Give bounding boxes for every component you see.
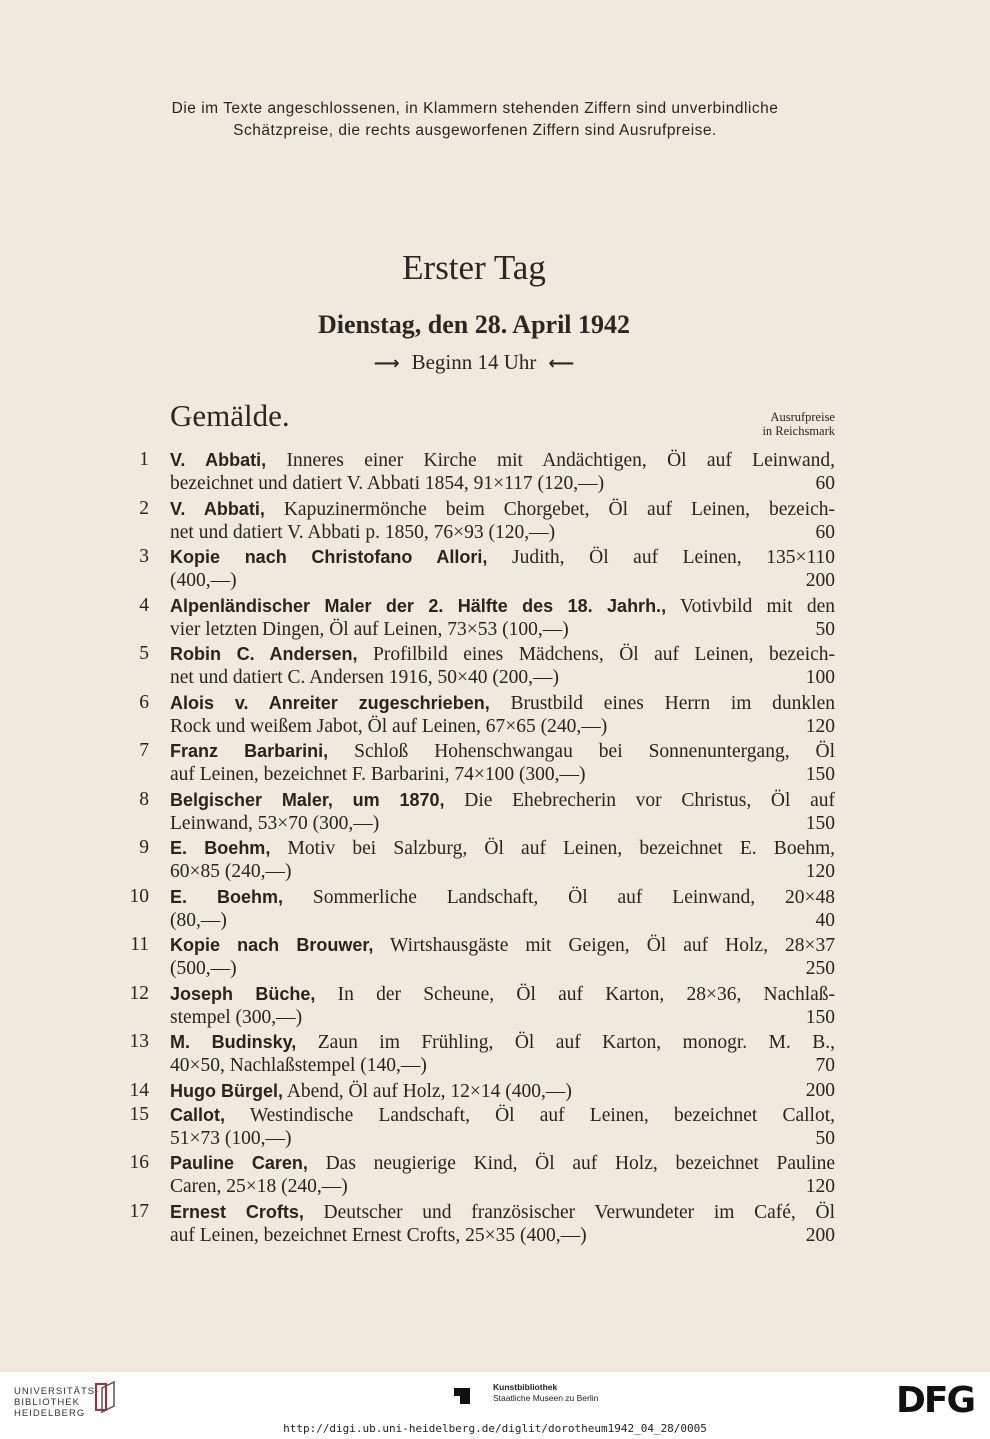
lot-entry bbox=[0, 982, 990, 1031]
lot-entry bbox=[0, 594, 990, 643]
lot-number: 16 bbox=[129, 1152, 149, 1173]
lot-price: 120 bbox=[805, 861, 835, 882]
lot-text-line2: (400,—) bbox=[170, 570, 237, 591]
lot-number: 5 bbox=[139, 643, 149, 664]
price-header-line1: Ausrufpreise bbox=[770, 410, 835, 424]
lot-price: 120 bbox=[805, 715, 835, 737]
lot-entry bbox=[0, 1200, 990, 1249]
lot-description bbox=[170, 545, 835, 593]
lot-number: 15 bbox=[129, 1103, 149, 1125]
footer bbox=[0, 1372, 990, 1439]
lot-text-line1: Zaun im Frühling, Öl auf Karton, monogr. M. B., bbox=[317, 1032, 835, 1053]
lot-list bbox=[0, 448, 990, 1248]
price-header-line2: in Reichsmark bbox=[762, 424, 835, 438]
lot-description bbox=[170, 933, 835, 981]
start-time-label: Beginn 14 Uhr bbox=[411, 350, 537, 374]
lot-price: 150 bbox=[805, 1006, 835, 1028]
dfg-logo: DFG bbox=[895, 1380, 974, 1421]
lot-entry bbox=[0, 545, 990, 594]
lot-text-line2: Caren, 25×18 (240,—) bbox=[170, 1176, 348, 1197]
lot-text-line1: Sommerliche Landschaft, Öl auf Leinwand, 20×48 bbox=[312, 886, 835, 908]
uni-line3: HEIDELBERG bbox=[14, 1408, 86, 1419]
lot-artist: Pauline Caren, bbox=[170, 1153, 308, 1173]
lot-line1 bbox=[170, 691, 835, 715]
lot-line1 bbox=[170, 545, 835, 569]
lot-number: 7 bbox=[139, 740, 149, 761]
lot-artist: Kopie nach Christofano Allori, bbox=[170, 547, 488, 567]
lot-text-line1: Westindische Landschaft, Öl auf Leinen, bezeichnet Callot, bbox=[249, 1104, 835, 1126]
lot-artist: Franz Barbarini, bbox=[170, 741, 329, 761]
lot-text-line2: stempel (300,—) bbox=[170, 1006, 303, 1028]
uni-line2: BIBLIOTHEK bbox=[14, 1397, 80, 1408]
lot-description bbox=[170, 1079, 835, 1103]
lot-text-line1: Profilbild eines Mädchens, Öl auf Leinen, bezeich- bbox=[372, 644, 835, 665]
lot-artist: V. Abbati, bbox=[170, 450, 267, 470]
lot-artist: Robin C. Andersen, bbox=[170, 644, 358, 664]
lot-number: 2 bbox=[139, 497, 149, 519]
ub-heidelberg-logo-icon bbox=[92, 1380, 118, 1416]
lot-line1 bbox=[170, 642, 835, 666]
lot-price: 70 bbox=[815, 1055, 835, 1076]
lot-number: 6 bbox=[139, 691, 149, 713]
lot-price: 50 bbox=[815, 1127, 835, 1149]
lot-description bbox=[170, 1200, 835, 1248]
lot-line1 bbox=[170, 497, 835, 521]
lot-artist: E. Boehm, bbox=[170, 886, 284, 907]
lot-price: 60 bbox=[815, 473, 835, 494]
header-note bbox=[90, 98, 860, 142]
header-note-line1: Die im Texte angeschlossenen, in Klammern stehenden Ziffern sind unverbindliche bbox=[171, 100, 779, 117]
lot-line1 bbox=[170, 788, 835, 812]
lot-line1 bbox=[170, 1103, 835, 1127]
lot-description bbox=[170, 1030, 835, 1078]
lot-description bbox=[170, 497, 835, 545]
lot-description bbox=[170, 788, 835, 836]
lot-text-line1: Wirtshausgäste mit Geigen, Öl auf Holz, 28×37 bbox=[390, 935, 835, 956]
lot-artist: Callot, bbox=[170, 1104, 226, 1125]
lot-number: 11 bbox=[130, 934, 149, 955]
lot-number: 17 bbox=[129, 1200, 149, 1222]
ub-heidelberg-text bbox=[14, 1386, 99, 1419]
lot-line1 bbox=[170, 836, 835, 860]
lot-artist: Joseph Büche, bbox=[170, 983, 316, 1004]
lot-price: 60 bbox=[815, 521, 835, 543]
lot-text-line1: Schloß Hohenschwangau bei Sonnenuntergang, Öl bbox=[354, 741, 835, 762]
lot-line1 bbox=[170, 933, 835, 957]
lot-artist: Kopie nach Brouwer, bbox=[170, 935, 374, 955]
lot-price: 250 bbox=[805, 958, 835, 979]
lot-text-line2: (80,—) bbox=[170, 909, 227, 931]
lot-entry bbox=[0, 836, 990, 885]
lot-entry bbox=[0, 497, 990, 546]
lot-price: 100 bbox=[805, 667, 835, 688]
lot-price: 40 bbox=[815, 909, 835, 931]
lot-entry bbox=[0, 691, 990, 740]
lot-entry bbox=[0, 448, 990, 497]
arrow-right-icon: ⟶ bbox=[373, 353, 400, 374]
lot-line1 bbox=[170, 1200, 835, 1224]
lot-entry bbox=[0, 642, 990, 691]
lot-artist: Belgischer Maler, um 1870, bbox=[170, 789, 445, 810]
lot-number: 14 bbox=[129, 1079, 149, 1101]
page-title: Erster Tag bbox=[402, 248, 546, 287]
kb-line2: Staatliche Museen zu Berlin bbox=[493, 1393, 599, 1403]
lot-price: 200 bbox=[805, 1224, 835, 1246]
lot-entry bbox=[0, 1151, 990, 1200]
lot-text-line2: Leinwand, 53×70 (300,—) bbox=[170, 812, 380, 834]
lot-number: 8 bbox=[139, 788, 149, 810]
lot-artist: Hugo Bürgel, bbox=[170, 1080, 283, 1101]
lot-description bbox=[170, 836, 835, 884]
lot-artist: Ernest Crofts, bbox=[170, 1201, 304, 1222]
lot-entry bbox=[0, 1079, 990, 1103]
lot-text-line2: 51×73 (100,—) bbox=[170, 1127, 292, 1149]
lot-description bbox=[170, 982, 835, 1030]
lot-price: 150 bbox=[805, 764, 835, 785]
lot-artist: E. Boehm, bbox=[170, 838, 271, 858]
kunstbibliothek-text bbox=[493, 1382, 598, 1404]
lot-text-line1: Die Ehebrecherin vor Christus, Öl auf bbox=[464, 789, 835, 811]
start-time bbox=[0, 350, 948, 375]
lot-line1 bbox=[170, 885, 835, 909]
lot-text-line2: net und datiert C. Andersen 1916, 50×40 (200,—) bbox=[170, 667, 560, 688]
auction-date: Dienstag, den 28. April 1942 bbox=[317, 310, 631, 339]
price-column-header bbox=[762, 410, 835, 438]
lot-entry bbox=[0, 788, 990, 837]
lot-artist: V. Abbati, bbox=[170, 498, 265, 519]
lot-description bbox=[170, 1103, 835, 1151]
lot-number: 1 bbox=[139, 449, 149, 470]
lot-text-line2: auf Leinen, bezeichnet Ernest Crofts, 25×35 (400,—) bbox=[170, 1224, 587, 1246]
header-note-line2: Schätzpreise, die rechts ausgeworfenen Ziffern sind Ausrufpreise. bbox=[233, 122, 717, 139]
lot-number: 10 bbox=[129, 885, 149, 907]
lot-entry bbox=[0, 933, 990, 982]
lot-artist: Alois v. Anreiter zugeschrieben, bbox=[170, 692, 490, 713]
lot-line1 bbox=[170, 739, 835, 763]
lot-text-line2: 40×50, Nachlaßstempel (140,—) bbox=[170, 1055, 427, 1076]
lot-description bbox=[170, 691, 835, 739]
lot-text-line1: In der Scheune, Öl auf Karton, 28×36, Nachlaß- bbox=[337, 983, 835, 1005]
lot-description bbox=[170, 885, 835, 933]
lot-entry bbox=[0, 885, 990, 934]
lot-artist: M. Budinsky, bbox=[170, 1032, 297, 1052]
lot-text-line2: net und datiert V. Abbati p. 1850, 76×93 (120,—) bbox=[170, 521, 556, 543]
uni-line1: UNIVERSITÄTS- bbox=[14, 1386, 100, 1397]
lot-price: 150 bbox=[805, 812, 835, 834]
lot-line1 bbox=[170, 1151, 835, 1175]
lot-text-line2: Rock und weißem Jabot, Öl auf Leinen, 67×65 (240,—) bbox=[170, 715, 608, 737]
lot-number: 12 bbox=[129, 982, 149, 1004]
lot-price: 200 bbox=[805, 570, 835, 591]
lot-text-line1: Inneres einer Kirche mit Andächtigen, Öl auf Leinwand, bbox=[286, 450, 835, 471]
lot-number: 13 bbox=[129, 1031, 149, 1052]
lot-text-line2: auf Leinen, bezeichnet F. Barbarini, 74×100 (300,—) bbox=[170, 764, 586, 785]
lot-description bbox=[170, 739, 835, 787]
lot-text-line1: Deutscher und französischer Verwundeter im Café, Öl bbox=[323, 1201, 835, 1223]
lot-text-line1: Abend, Öl auf Holz, 12×14 (400,—) bbox=[286, 1080, 572, 1102]
lot-price: 200 bbox=[805, 1079, 835, 1101]
lot-entry bbox=[0, 739, 990, 788]
lot-text-line2: (500,—) bbox=[170, 958, 237, 979]
section-heading: Gemälde. bbox=[170, 398, 290, 433]
lot-text-line1: Brustbild eines Herrn im dunklen bbox=[510, 692, 835, 714]
lot-description bbox=[170, 448, 835, 496]
lot-text-line2: bezeichnet und datiert V. Abbati 1854, 91×117 (120,—) bbox=[170, 473, 605, 494]
kb-line1: Kunstbibliothek bbox=[493, 1382, 558, 1392]
lot-text-line2: 60×85 (240,—) bbox=[170, 861, 292, 882]
lot-line1 bbox=[170, 448, 835, 472]
lot-description bbox=[170, 594, 835, 642]
lot-text-line1: Votivbild mit den bbox=[680, 595, 835, 617]
lot-number: 4 bbox=[139, 594, 149, 616]
lot-text-line1: Das neugierige Kind, Öl auf Holz, bezeichnet Pauline bbox=[325, 1153, 835, 1174]
arrow-left-icon: ⟵ bbox=[548, 353, 575, 374]
kunstbibliothek-logo-icon bbox=[452, 1386, 472, 1406]
lot-entry bbox=[0, 1030, 990, 1079]
lot-text-line1: Judith, Öl auf Leinen, 135×110 bbox=[512, 547, 835, 568]
lot-line1 bbox=[170, 1030, 835, 1054]
lot-line1 bbox=[170, 594, 835, 618]
source-url[interactable]: http://digi.ub.uni-heidelberg.de/diglit/dorotheum1942_04_28/0005 bbox=[283, 1422, 707, 1435]
lot-text-line2: vier letzten Dingen, Öl auf Leinen, 73×53 (100,—) bbox=[170, 618, 569, 640]
lot-line1 bbox=[170, 982, 835, 1006]
lot-description bbox=[170, 1151, 835, 1199]
lot-price: 120 bbox=[805, 1176, 835, 1197]
lot-text-line1: Motiv bei Salzburg, Öl auf Leinen, bezeichnet E. Boehm, bbox=[287, 838, 835, 859]
lot-description bbox=[170, 642, 835, 690]
lot-price: 50 bbox=[815, 618, 835, 640]
lot-text-line1: Kapuzinermönche beim Chorgebet, Öl auf Leinen, bezeich- bbox=[283, 498, 835, 520]
lot-artist: Alpenländischer Maler der 2. Hälfte des 18. Jahrh., bbox=[170, 595, 667, 616]
lot-number: 9 bbox=[139, 837, 149, 858]
lot-number: 3 bbox=[139, 546, 149, 567]
lot-entry bbox=[0, 1103, 990, 1152]
lot-line1 bbox=[170, 1079, 835, 1103]
